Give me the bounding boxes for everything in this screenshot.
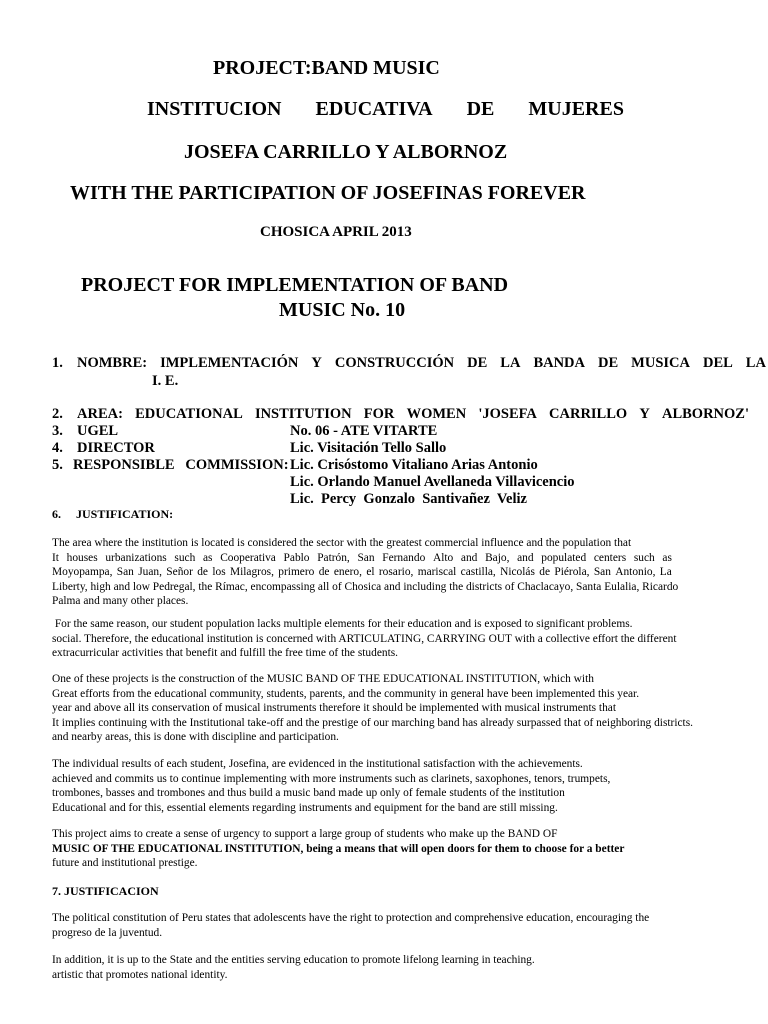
section-1-word: Y xyxy=(311,355,322,371)
section-1-word: BANDA xyxy=(533,355,585,371)
section-1-word: DE xyxy=(467,355,488,371)
section-2-word: FOR xyxy=(363,406,395,422)
justification-paragraph-4 xyxy=(52,757,610,815)
paragraph-line: trombones, basses and trombones and thus build a music band made up only of female students of the institution xyxy=(52,787,565,800)
section-4-number: 4. xyxy=(52,440,63,456)
commission-member: Lic. Percy Gonzalo Santivañez Veliz xyxy=(290,491,527,507)
paragraph-line: In addition, it is up to the State and the entities serving education to promote lifelong learning in teaching. xyxy=(52,954,535,966)
paragraph-line: Educational and for this, essential elements regarding instruments and equipment for the band are still missing. xyxy=(52,801,558,814)
school-name: JOSEFA CARRILLO Y ALBORNOZ xyxy=(184,141,508,163)
section-6-heading: 6. JUSTIFICATION: xyxy=(52,507,174,521)
institution-word: EDUCATIVA xyxy=(315,98,433,120)
participation-line: WITH THE PARTICIPATION OF JOSEFINAS FOREVER xyxy=(70,182,586,204)
paragraph-line: Palma and many other places. xyxy=(52,595,189,608)
section-1-word: IMPLEMENTACIÓN xyxy=(160,355,299,371)
section-1-word: DEL xyxy=(702,355,733,371)
paragraph-line: It houses urbanizations such as Cooperativa Pablo Patrón, San Fernando Alto and Bajo, and populated centers such as xyxy=(52,551,672,564)
section-1-name-line xyxy=(77,355,766,372)
institution-word: DE xyxy=(466,98,495,120)
paragraph-line: Liberty, high and low Pedregal, the Rímac, encompassing all of Chosica and including the districts of Chaclacayo, Santa Eulalia, Ricardo xyxy=(52,580,679,593)
section-5-label: RESPONSIBLE COMMISSION: xyxy=(73,457,289,473)
commission-member: Lic. Crisóstomo Vitaliano Arias Antonio xyxy=(290,457,538,473)
place-date: CHOSICA APRIL 2013 xyxy=(260,224,412,240)
justification-paragraph-5 xyxy=(52,827,624,871)
paragraph-line: future and institutional prestige. xyxy=(52,857,198,870)
section-2-area-line xyxy=(77,406,749,423)
section-2-word: AREA: xyxy=(77,406,123,422)
section-4-value: Lic. Visitación Tello Sallo xyxy=(290,440,447,456)
section-1-word: LA xyxy=(745,355,766,371)
paragraph-line: year and above all its conservation of musical instruments therefore it should be implemented with musical instruments that xyxy=(52,702,617,715)
section-4-label: DIRECTOR xyxy=(77,440,155,456)
paragraph-line: This project aims to create a sense of urgency to support a large group of students who make up the BAND OF xyxy=(52,828,558,840)
section-1-word: NOMBRE: xyxy=(77,355,148,371)
institution-name-line xyxy=(147,97,624,121)
paragraph-line: progreso de la juventud. xyxy=(52,926,163,939)
paragraph-line: Moyopampa, San Juan, Señor de los Milagros, primero de enero, el rosario, mariscal castilla, Nicolás de Piérola, San Antonio, La xyxy=(52,566,672,579)
section-1-continuation: I. E. xyxy=(152,373,179,389)
paragraph-line: MUSIC OF THE EDUCATIONAL INSTITUTION, being a means that will open doors for them to choose for a better xyxy=(52,842,625,855)
section-2-number: 2. xyxy=(52,406,63,422)
paragraph-line: For the same reason, our student population lacks multiple elements for their education and is exposed to significant problems. xyxy=(52,618,633,630)
section-2-word: CARRILLO xyxy=(549,406,628,422)
section-7-heading: 7. JUSTIFICACION xyxy=(52,884,159,898)
paragraph-line: extracurricular activities that benefit and fulfill the free time of the students. xyxy=(52,647,399,660)
justification-paragraph-3 xyxy=(52,672,693,745)
section-2-word: 'JOSEFA xyxy=(478,406,537,422)
section-3-number: 3. xyxy=(52,423,63,439)
commission-member: Lic. Orlando Manuel Avellaneda Villavicencio xyxy=(290,474,575,490)
project-title: PROJECT:BAND MUSIC xyxy=(213,57,440,79)
justificacion-paragraph-1 xyxy=(52,911,649,940)
paragraph-line: One of these projects is the construction of the MUSIC BAND OF THE EDUCATIONAL INSTITUTION, which with xyxy=(52,673,594,685)
implementation-title-line1: PROJECT FOR IMPLEMENTATION OF BAND xyxy=(81,274,509,296)
implementation-title-line2: MUSIC No. 10 xyxy=(279,299,406,321)
section-1-word: DE xyxy=(598,355,619,371)
justificacion-paragraph-2 xyxy=(52,953,535,982)
section-5-number: 5. xyxy=(52,457,63,473)
justification-paragraph-2 xyxy=(52,617,677,661)
section-1-word: LA xyxy=(500,355,521,371)
paragraph-line: It implies continuing with the Institutional take-off and the prestige of our marching band has already surpassed that of neighboring districts. xyxy=(52,716,693,729)
institution-word: INSTITUCION xyxy=(147,98,282,120)
section-3-label: UGEL xyxy=(77,423,119,439)
institution-word: MUJERES xyxy=(528,98,624,120)
paragraph-line: The political constitution of Peru states that adolescents have the right to protection and comprehensive education, encouraging the xyxy=(52,912,650,924)
paragraph-line: The area where the institution is located is considered the sector with the greatest commercial influence and the population that xyxy=(52,537,632,549)
paragraph-line: The individual results of each student, Josefina, are evidenced in the institutional satisfaction with the achievements. xyxy=(52,758,583,770)
section-1-number: 1. xyxy=(52,355,63,371)
paragraph-line: achieved and commits us to continue implementing with more instruments such as clarinets, saxophones, tenors, trumpets, xyxy=(52,772,611,785)
section-2-word: ALBORNOZ' xyxy=(661,406,749,422)
section-2-word: EDUCATIONAL xyxy=(135,406,243,422)
section-2-word: WOMEN xyxy=(406,406,467,422)
section-3-value: No. 06 - ATE VITARTE xyxy=(290,423,438,439)
justification-paragraph-1 xyxy=(52,536,679,609)
section-1-word: CONSTRUCCIÓN xyxy=(334,355,455,371)
paragraph-line: and nearby areas, this is done with discipline and participation. xyxy=(52,731,339,744)
section-1-word: MUSICA xyxy=(631,355,690,371)
section-2-word: Y xyxy=(639,406,650,422)
paragraph-line: Great efforts from the educational community, students, parents, and the community in general have been implemented this year. xyxy=(52,687,640,700)
paragraph-line: social. Therefore, the educational institution is concerned with ARTICULATING, CARRYING OUT with a collective effort the different xyxy=(52,632,677,645)
section-2-word: INSTITUTION xyxy=(254,406,352,422)
paragraph-line: artistic that promotes national identity. xyxy=(52,968,228,981)
